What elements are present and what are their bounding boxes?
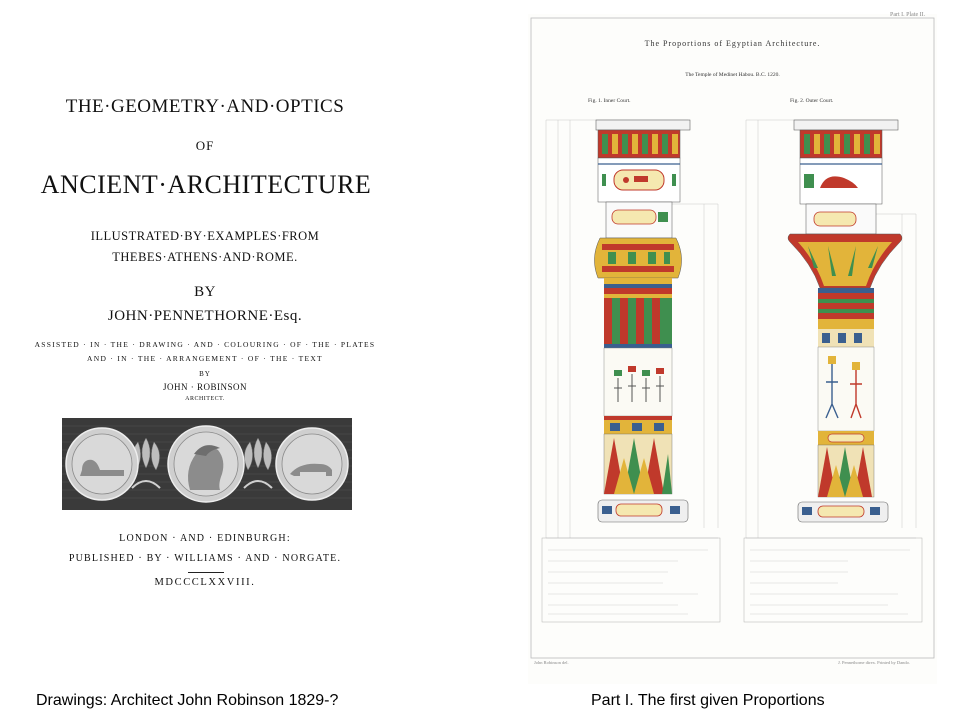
- title-line-3: ANCIENT·ARCHITECTURE: [40, 170, 372, 199]
- title-page: [0, 0, 420, 690]
- title-line-1: THE·GEOMETRY·AND·OPTICS: [65, 96, 345, 117]
- divider-rule: [188, 572, 224, 573]
- medallion-vignette: [62, 418, 352, 510]
- plate-drawing: [528, 14, 937, 684]
- assisted-line-2: AND · IN · THE · ARRANGEMENT · OF · THE · TEXT: [87, 354, 323, 363]
- caption-left: Drawings: Architect John Robinson 1829-?: [36, 692, 339, 709]
- caption-right: Part I. The first given Proportions: [591, 692, 825, 709]
- plate-credit-right: J. Pennethorne direx. Printed by Dando.: [838, 660, 910, 665]
- subtitle-line-1: ILLUSTRATED·BY·EXAMPLES·FROM: [90, 229, 320, 243]
- plate-title: The Proportions of Egyptian Architecture.: [644, 39, 821, 48]
- architecture-plate: [528, 14, 937, 684]
- plate-credit-left: John Robinson del.: [534, 660, 569, 665]
- title-line-2: OF: [195, 138, 215, 153]
- plate-subtitle: The Temple of Medinet Habou. B.C. 1220.: [685, 72, 780, 78]
- fig-2-label: Fig. 2. Outer Court.: [790, 98, 834, 104]
- subtitle-line-2: THEBES·ATHENS·AND·ROME.: [112, 250, 298, 264]
- by-label-2: BY: [199, 370, 211, 378]
- column-fig-2: [788, 120, 902, 522]
- by-label: BY: [194, 284, 216, 300]
- publisher-name: PUBLISHED · BY · WILLIAMS · AND · NORGATE.: [68, 553, 342, 564]
- publication-year: MDCCCLXXVIII.: [154, 577, 256, 588]
- publisher-city: LONDON · AND · EDINBURGH:: [119, 533, 291, 544]
- assistant-role: ARCHITECT.: [185, 396, 225, 402]
- plate-number: Part I. Plate II.: [890, 12, 926, 18]
- assistant-name: JOHN · ROBINSON: [162, 382, 247, 392]
- fig-1-label: Fig. 1. Inner Court.: [588, 98, 631, 104]
- author-name: JOHN·PENNETHORNE·Esq.: [107, 308, 303, 324]
- column-fig-1: [594, 120, 690, 522]
- assisted-line-1: ASSISTED · IN · THE · DRAWING · AND · COLOURING · OF · THE · PLATES: [34, 340, 376, 349]
